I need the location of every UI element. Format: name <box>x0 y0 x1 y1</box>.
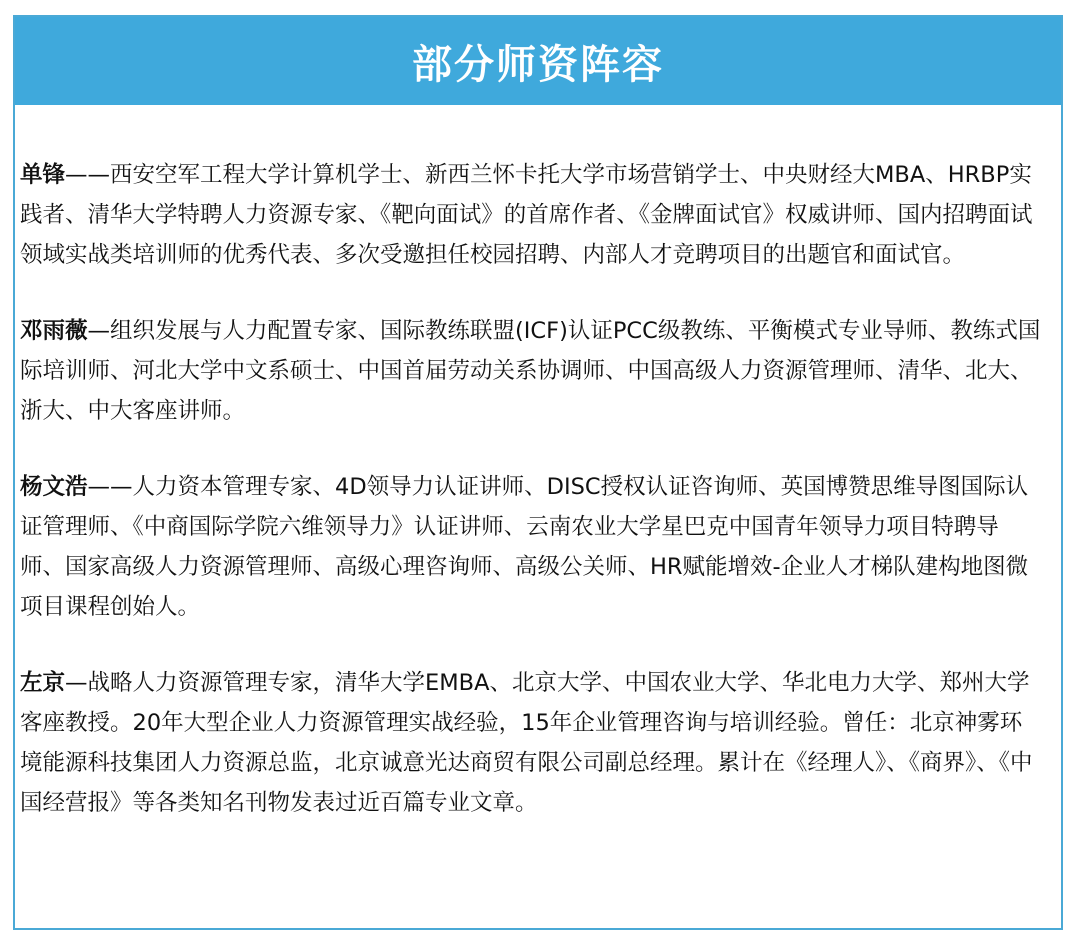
bio-text: —战略人力资源管理专家，清华大学EMBA、北京大学、中国农业大学、华北电力大学、郑州大学客座教授。20年大型企业人力资源管理实战经验，15年企业管理咨询与培训经验。曾任：北京神雾环境能源科技集团人力资源总监，北京诚意光达商贸有限公司副总经理。累计在《经理人》、《商界》、《中国经营报》等各类知名刊物发表过近百篇专业文章。 <box>20 670 1033 816</box>
bio-text: ——西安空军工程大学计算机学士、新西兰怀卡托大学市场营销学士、中央财经大MBA、HRBP实践者、清华大学特聘人力资源专家、《靶向面试》的首席作者、《金牌面试官》权威讲师、国内招聘面试领域实战类培训师的优秀代表、多次受邀担任校园招聘、内部人才竞聘项目的出题官和面试官。 <box>20 162 1033 268</box>
bio-paragraph-2 <box>20 311 1043 431</box>
bio-name: 单锋 <box>20 162 66 188</box>
bio-name: 左京 <box>20 670 66 696</box>
faculty-card <box>13 15 1063 930</box>
bio-paragraph-4 <box>20 663 1043 823</box>
bio-text: ——人力资本管理专家、4D领导力认证讲师、DISC授权认证咨询师、英国博赞思维导图国际认证管理师、《中商国际学院六维领导力》认证讲师、云南农业大学星巴克中国青年领导力项目特聘导师、国家高级人力资源管理师、高级心理咨询师、高级公关师、HR赋能增效-企业人才梯队建构地图微项目课程创始人。 <box>20 474 1029 620</box>
bio-list <box>15 105 1061 823</box>
bio-text: —组织发展与人力配置专家、国际教练联盟(ICF)认证PCC级教练、平衡模式专业导师、教练式国际培训师、河北大学中文系硕士、中国首届劳动关系协调师、中国高级人力资源管理师、清华、北大、浙大、中大客座讲师。 <box>20 318 1041 424</box>
bio-name: 杨文浩 <box>20 474 88 500</box>
header-banner <box>15 17 1061 105</box>
bio-paragraph-3 <box>20 467 1043 627</box>
bio-name: 邓雨薇 <box>20 318 88 344</box>
page-title: 部分师资阵容 <box>412 41 664 88</box>
bio-paragraph-1 <box>20 155 1043 275</box>
